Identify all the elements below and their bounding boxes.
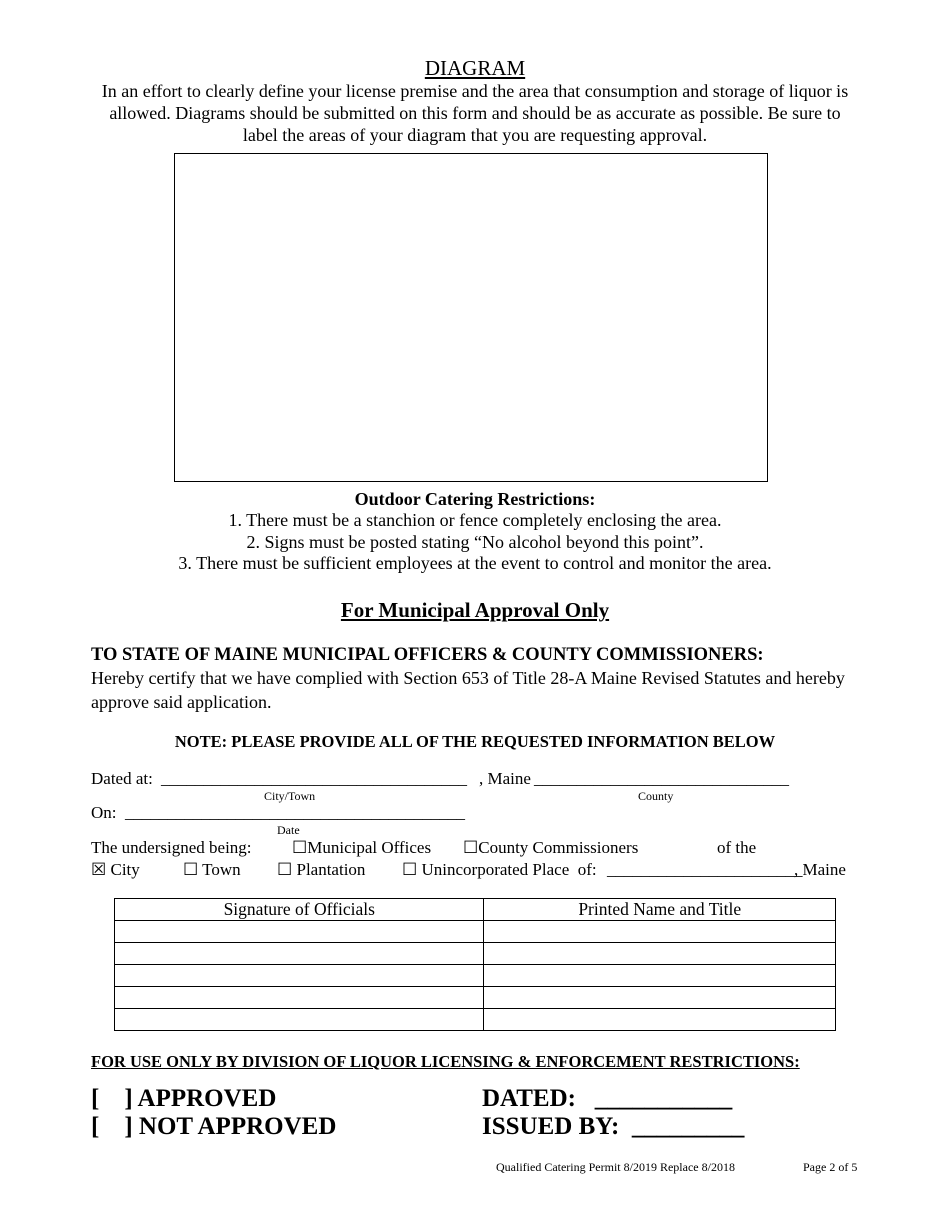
form-id: Qualified Catering Permit 8/2019 Replace 8/2018 [496, 1160, 735, 1174]
page-title: DIAGRAM [424, 56, 526, 80]
signature-cell[interactable] [115, 987, 484, 1009]
division-heading: FOR USE ONLY BY DIVISION OF LIQUOR LICENSING & ENFORCEMENT RESTRICTIONS: [91, 1052, 800, 1071]
signature-cell[interactable] [115, 1009, 484, 1031]
restriction-item: 3. There must be sufficient employees at the event to control and monitor the area. [178, 553, 772, 573]
dated-field[interactable]: DATED: ___________ [482, 1085, 733, 1112]
signature-header: Signature of Officials [115, 899, 484, 921]
to-state-heading: TO STATE OF MAINE MUNICIPAL OFFICERS & COUNTY COMMISSIONERS: [91, 645, 764, 665]
plantation-checkbox[interactable]: ☐ Plantation [277, 860, 366, 879]
table-header-row [115, 899, 836, 921]
signature-cell[interactable] [115, 921, 484, 943]
of-the-label: of the [717, 838, 757, 857]
unincorporated-checkbox[interactable]: ☐ Unincorporated Place of: [402, 860, 597, 879]
municipal-offices-checkbox[interactable]: ☐Municipal Offices [292, 838, 432, 857]
undersigned-label: The undersigned being: [91, 838, 252, 857]
signature-table [114, 898, 836, 1031]
signature-cell[interactable] [115, 965, 484, 987]
county-caption: County [638, 789, 674, 803]
not-approved-checkbox[interactable]: [ ] NOT APPROVED [91, 1113, 337, 1140]
city-checkbox[interactable]: ☒ City [91, 860, 140, 879]
printed-name-cell[interactable] [484, 987, 836, 1009]
on-label: On: [91, 803, 117, 822]
dated-at-label: Dated at: [91, 769, 153, 788]
table-row [115, 943, 836, 965]
city-town-field[interactable]: ____________________________________ [161, 769, 467, 788]
issued-by-field[interactable]: ISSUED BY: _________ [482, 1113, 745, 1140]
table-row [115, 921, 836, 943]
restriction-item: 2. Signs must be posted stating “No alcohol beyond this point”. [246, 532, 704, 552]
place-maine-label: , Maine [794, 860, 846, 879]
signature-cell[interactable] [115, 943, 484, 965]
printed-name-cell[interactable] [484, 921, 836, 943]
city-town-caption: City/Town [264, 789, 316, 803]
town-checkbox[interactable]: ☐ Town [183, 860, 241, 879]
place-field[interactable]: _______________________ [607, 860, 803, 879]
diagram-drawing-area[interactable] [174, 153, 768, 482]
table-row [115, 1009, 836, 1031]
date-caption: Date [277, 823, 300, 837]
county-field[interactable]: ______________________________ [534, 769, 789, 788]
county-commissioners-checkbox[interactable]: ☐County Commissioners [463, 838, 639, 857]
printed-name-cell[interactable] [484, 1009, 836, 1031]
printed-name-header: Printed Name and Title [484, 899, 836, 921]
approved-checkbox[interactable]: [ ] APPROVED [91, 1085, 277, 1112]
date-field[interactable]: ________________________________________ [125, 803, 465, 822]
restrictions-title: Outdoor Catering Restrictions: [354, 489, 596, 509]
intro-paragraph: In an effort to clearly define your license premise and the area that consumption and storage of liquor is allowed. Diagrams should be submitted on this form and should be as accurate as possible. Be sure to label the areas of your diagram that you are requesting approval. [101, 81, 849, 145]
certify-paragraph: Hereby certify that we have complied with Section 653 of Title 28-A Maine Revised Statutes and hereby approve said application. [91, 668, 845, 712]
page-number: Page 2 of 5 [803, 1160, 858, 1174]
note-heading: NOTE: PLEASE PROVIDE ALL OF THE REQUESTED INFORMATION BELOW [174, 732, 776, 751]
printed-name-cell[interactable] [484, 965, 836, 987]
municipal-approval-title: For Municipal Approval Only [340, 598, 610, 622]
restriction-item: 1. There must be a stanchion or fence completely enclosing the area. [228, 510, 722, 530]
maine-label: , Maine [479, 769, 531, 788]
table-row [115, 965, 836, 987]
table-row [115, 987, 836, 1009]
printed-name-cell[interactable] [484, 943, 836, 965]
